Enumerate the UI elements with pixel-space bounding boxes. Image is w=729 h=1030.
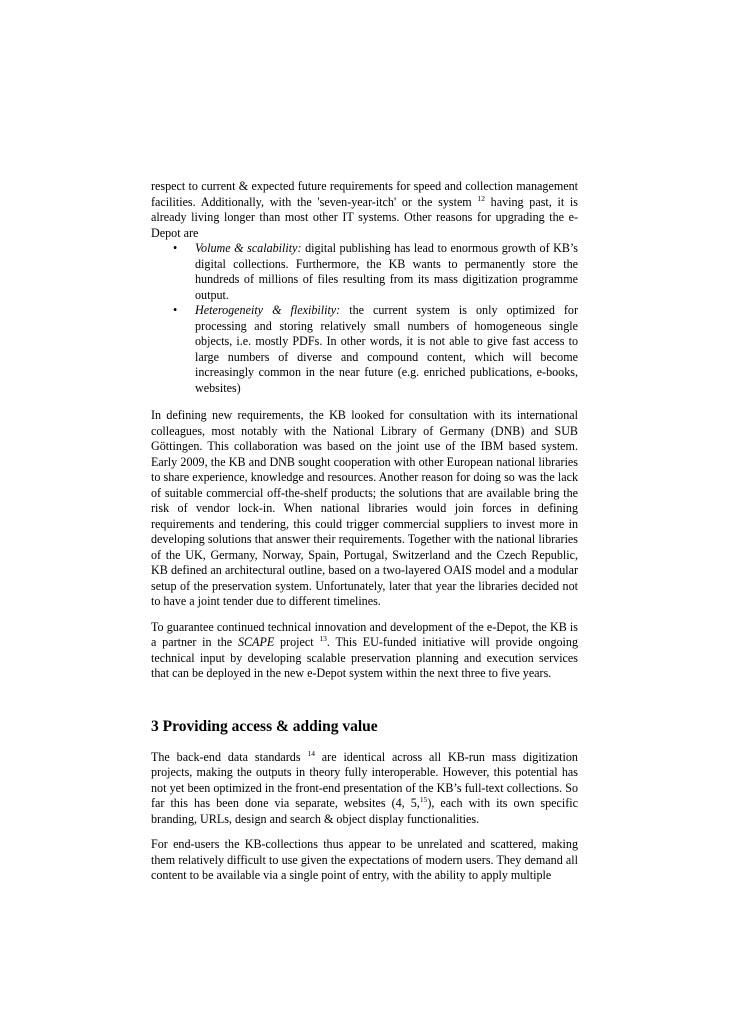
list-item-title: Heterogeneity & flexibility: bbox=[195, 303, 341, 317]
list-item-heterogeneity-flexibility bbox=[151, 303, 578, 396]
paragraph-data-standards: The back-end data standards $^{14}$ are identical across all KB-run mass digitization projects, making the outputs in theory fully interoperable. However, this potential has not yet been optimized in the front-end presentation of the KB’s full-text collections. So far this has been done via separate, websites (4, 5,15), each with its own specific branding, URLs, design and search & object display functionalities. bbox=[151, 748, 578, 826]
paragraph-new-requirements: In defining new requirements, the KB looked for consultation with its international colleagues, most notably with the National Library of Germany (DNB) and SUB Göttingen. This collaboration was based on the joint use of the IBM based system. Early 2009, the KB and DNB sought cooperation with other European national libraries to share experience, knowledge and resources. Another reason for doing so was the lack of suitable commercial off-the-shelf products; the solutions that are available bring the risk of vendor lock-in. When national libraries would join forces in defining requirements and tendering, this could trigger commercial suppliers to invest more in developing solutions that answer their requirements. Together with the national libraries of the UK, Germany, Norway, Spain, Portugal, Switzerland and the Czech Republic, KB defined an architectural outline, based on a two-layered OAIS model and a modular setup of the preservation system. Unfortunately, later that year the libraries decided not to have a joint tender due to different timelines. bbox=[151, 408, 578, 608]
footnote-ref-12[interactable]: 12 bbox=[477, 193, 485, 203]
list-item-volume-scalability bbox=[151, 241, 578, 303]
page-body bbox=[151, 179, 578, 894]
list-item-text: digital publishing has lead to enormous growth of KB’s digital collections. Furthermore, the KB wants to permanently store the hundreds of millions of files resulting from its mass digitization programme output. bbox=[195, 241, 579, 302]
section-heading-3: 3 Providing access & adding value bbox=[151, 717, 378, 735]
list-item-text: the current system is only optimized for processing and storing relatively small numbers of homogeneous single objects, i.e. mostly PDFs. In other words, it is not able to give fast access to large numbers of diverse and compound content, which will become increasingly common in the near future (e.g. enriched publications, e-books, websites) bbox=[195, 303, 578, 395]
scape-project-name: SCAPE bbox=[237, 635, 275, 649]
paragraph-scape-project: To guarantee continued technical innovation and development of the e-Depot, the KB is a partner in the SCAPE project $^{13}$. This EU-funded initiative will provide ongoing technical input by developing scalable preservation planning and execution services that can be deployed in the new e-Depot system within the next three to five years. bbox=[151, 619, 579, 680]
bullet-icon: • bbox=[173, 303, 178, 317]
footnote-ref-14[interactable]: 14 bbox=[307, 748, 315, 758]
paragraph-end-users: For end-users the KB-collections thus appear to be unrelated and scattered, making them relatively difficult to use given the expectations of modern users. They demand all content to be available via a single point of entry, with the ability to apply multiple bbox=[151, 837, 578, 882]
footnote-ref-13[interactable]: 13 bbox=[319, 634, 327, 643]
paragraph-edepot-reasons: respect to current & expected future requirements for speed and collection management facilities. Additionally, with the 'seven-year-itch' or the system $^{12}$ having past, it is already living longer than most other IT systems. Other reasons for upgrading the e-Depot are bbox=[151, 179, 578, 240]
footnote-ref-15[interactable]: 15 bbox=[419, 795, 428, 804]
bullet-icon: • bbox=[173, 241, 178, 255]
list-item-title: Volume & scalability: bbox=[195, 241, 302, 255]
reasons-list bbox=[151, 241, 578, 396]
